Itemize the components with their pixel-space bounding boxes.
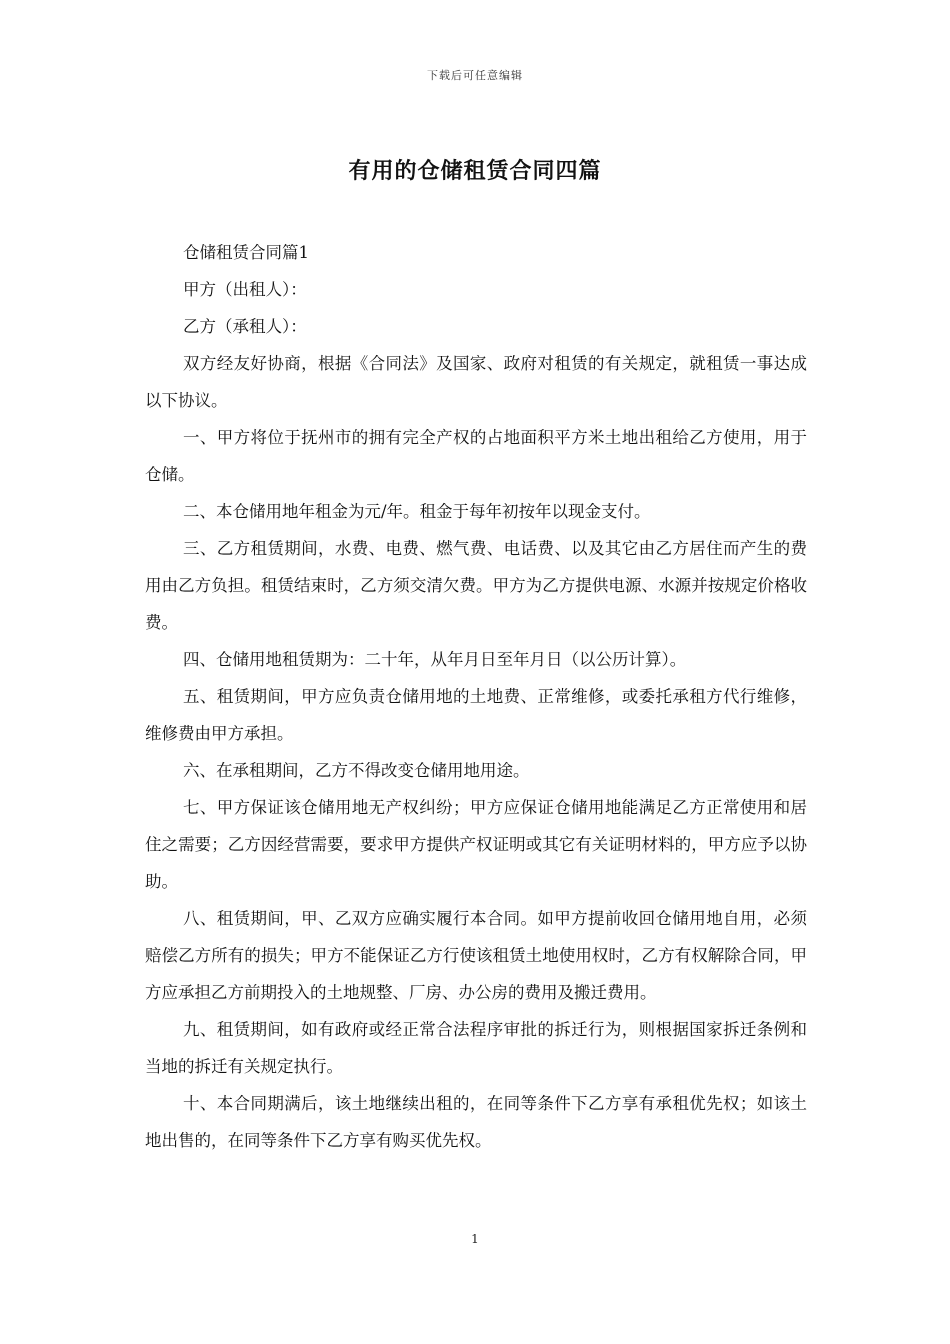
clause-8: 八、租赁期间，甲、乙双方应确实履行本合同。如甲方提前收回仓储用地自用，必须赔偿乙方所有的损失；甲方不能保证乙方行使该租赁土地使用权时，乙方有权解除合同，甲方应承担乙方前期投入的土地规整、厂房、办公房的费用及搬迁费用。	[145, 909, 807, 1002]
clause-4: 四、仓储用地租赁期为：二十年，从年月日至年月日（以公历计算）。	[183, 650, 687, 669]
clause-9: 九、租赁期间，如有政府或经正常合法程序审批的拆迁行为，则根据国家拆迁条例和当地的拆迁有关规定执行。	[145, 1020, 807, 1076]
clause-6: 六、在承租期间，乙方不得改变仓储用地用途。	[183, 761, 530, 780]
preamble-paragraph: 双方经友好协商，根据《合同法》及国家、政府对租赁的有关规定，就租赁一事达成以下协议。	[145, 354, 807, 410]
clause-10: 十、本合同期满后，该土地继续出租的，在同等条件下乙方享有承租优先权；如该土地出售的，在同等条件下乙方享有购买优先权。	[145, 1094, 807, 1150]
clause-1: 一、甲方将位于抚州市的拥有完全产权的占地面积平方米土地出租给乙方使用，用于仓储。	[145, 428, 807, 484]
page-number: 1	[471, 1232, 479, 1246]
document-body	[145, 234, 807, 1159]
document-title: 有用的仓储租赁合同四篇	[348, 158, 602, 184]
page-header-note: 下载后可任意编辑	[427, 69, 523, 82]
clause-5: 五、租赁期间，甲方应负责仓储用地的土地费、正常维修，或委托承租方代行维修，维修费由甲方承担。	[145, 687, 807, 743]
clause-2: 二、本仓储用地年租金为元/年。租金于每年初按年以现金支付。	[183, 502, 651, 521]
party-a-line: 甲方（出租人）：	[183, 280, 307, 299]
section-heading: 仓储租赁合同篇1	[183, 243, 309, 262]
clause-7: 七、甲方保证该仓储用地无产权纠纷；甲方应保证仓储用地能满足乙方正常使用和居住之需要；乙方因经营需要，要求甲方提供产权证明或其它有关证明材料的，甲方应予以协助。	[145, 798, 807, 891]
party-b-line: 乙方（承租人）：	[183, 317, 307, 336]
clause-3: 三、乙方租赁期间，水费、电费、燃气费、电话费、以及其它由乙方居住而产生的费用由乙方负担。租赁结束时，乙方须交清欠费。甲方为乙方提供电源、水源并按规定价格收费。	[145, 539, 807, 632]
